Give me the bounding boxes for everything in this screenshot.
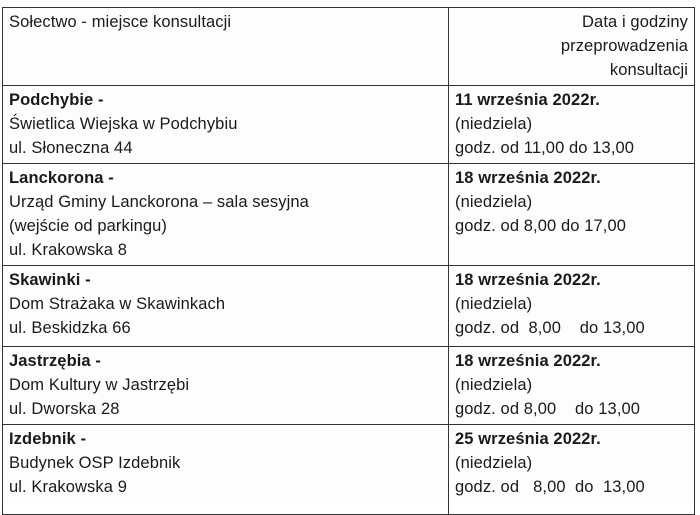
date-cell <box>449 266 695 347</box>
table-row <box>3 266 695 347</box>
place-cell <box>3 86 449 164</box>
venue: Urząd Gminy Lanckorona – sala sesyjna <box>9 193 309 211</box>
address: ul. Słoneczna 44 <box>9 139 133 157</box>
date: 11 września 2022r. <box>455 91 600 109</box>
village-name: Jastrzębia - <box>9 352 101 370</box>
table-row <box>3 164 695 266</box>
venue: Świetlica Wiejska w Podchybiu <box>9 115 238 133</box>
address: ul. Krakowska 9 <box>9 478 127 496</box>
header-date-line: konsultacji <box>609 61 688 79</box>
venue: Budynek OSP Izdebnik <box>9 454 181 472</box>
table-row <box>3 86 695 164</box>
date: 18 września 2022r. <box>455 271 601 289</box>
village-name: Izdebnik - <box>9 430 87 448</box>
header-date-line: przeprowadzenia <box>560 37 688 55</box>
consultation-table <box>2 7 695 515</box>
hours: godz. od 8,00 do 13,00 <box>455 478 645 496</box>
header-place-label: Sołectwo - miejsce konsultacji <box>9 13 232 31</box>
table-row <box>3 347 695 425</box>
table-header-row <box>3 8 695 86</box>
village-name: Skawinki - <box>9 271 91 289</box>
village-name: Lanckorona - <box>9 169 114 187</box>
address: ul. Beskidzka 66 <box>9 319 131 337</box>
date: 25 września 2022r. <box>455 430 601 448</box>
venue: Dom Kultury w Jastrzębi <box>9 376 190 394</box>
weekday: (niedziela) <box>455 115 533 133</box>
date-cell <box>449 347 695 425</box>
weekday: (niedziela) <box>455 376 533 394</box>
header-date-line: Data i godziny <box>582 13 688 31</box>
header-place <box>3 8 449 86</box>
date: 18 września 2022r. <box>455 352 601 370</box>
date: 18 września 2022r. <box>455 169 601 187</box>
table-row <box>3 425 695 515</box>
place-cell <box>3 266 449 347</box>
hours: godz. od 11,00 do 13,00 <box>455 139 635 157</box>
weekday: (niedziela) <box>455 295 533 313</box>
venue: Dom Strażaka w Skawinkach <box>9 295 226 313</box>
hours: godz. od 8,00 do 13,00 <box>455 319 645 337</box>
place-cell <box>3 425 449 515</box>
address: ul. Dworska 28 <box>9 400 120 418</box>
village-name: Podchybie - <box>9 91 104 109</box>
date-cell <box>449 425 695 515</box>
place-cell <box>3 347 449 425</box>
hours: godz. od 8,00 do 13,00 <box>455 400 641 418</box>
weekday: (niedziela) <box>455 454 533 472</box>
date-cell <box>449 86 695 164</box>
venue-note: (wejście od parkingu) <box>9 217 168 235</box>
address: ul. Krakowska 8 <box>9 241 127 259</box>
date-cell <box>449 164 695 266</box>
weekday: (niedziela) <box>455 193 533 211</box>
place-cell <box>3 164 449 266</box>
header-date <box>449 8 695 86</box>
hours: godz. od 8,00 do 17,00 <box>455 217 627 235</box>
